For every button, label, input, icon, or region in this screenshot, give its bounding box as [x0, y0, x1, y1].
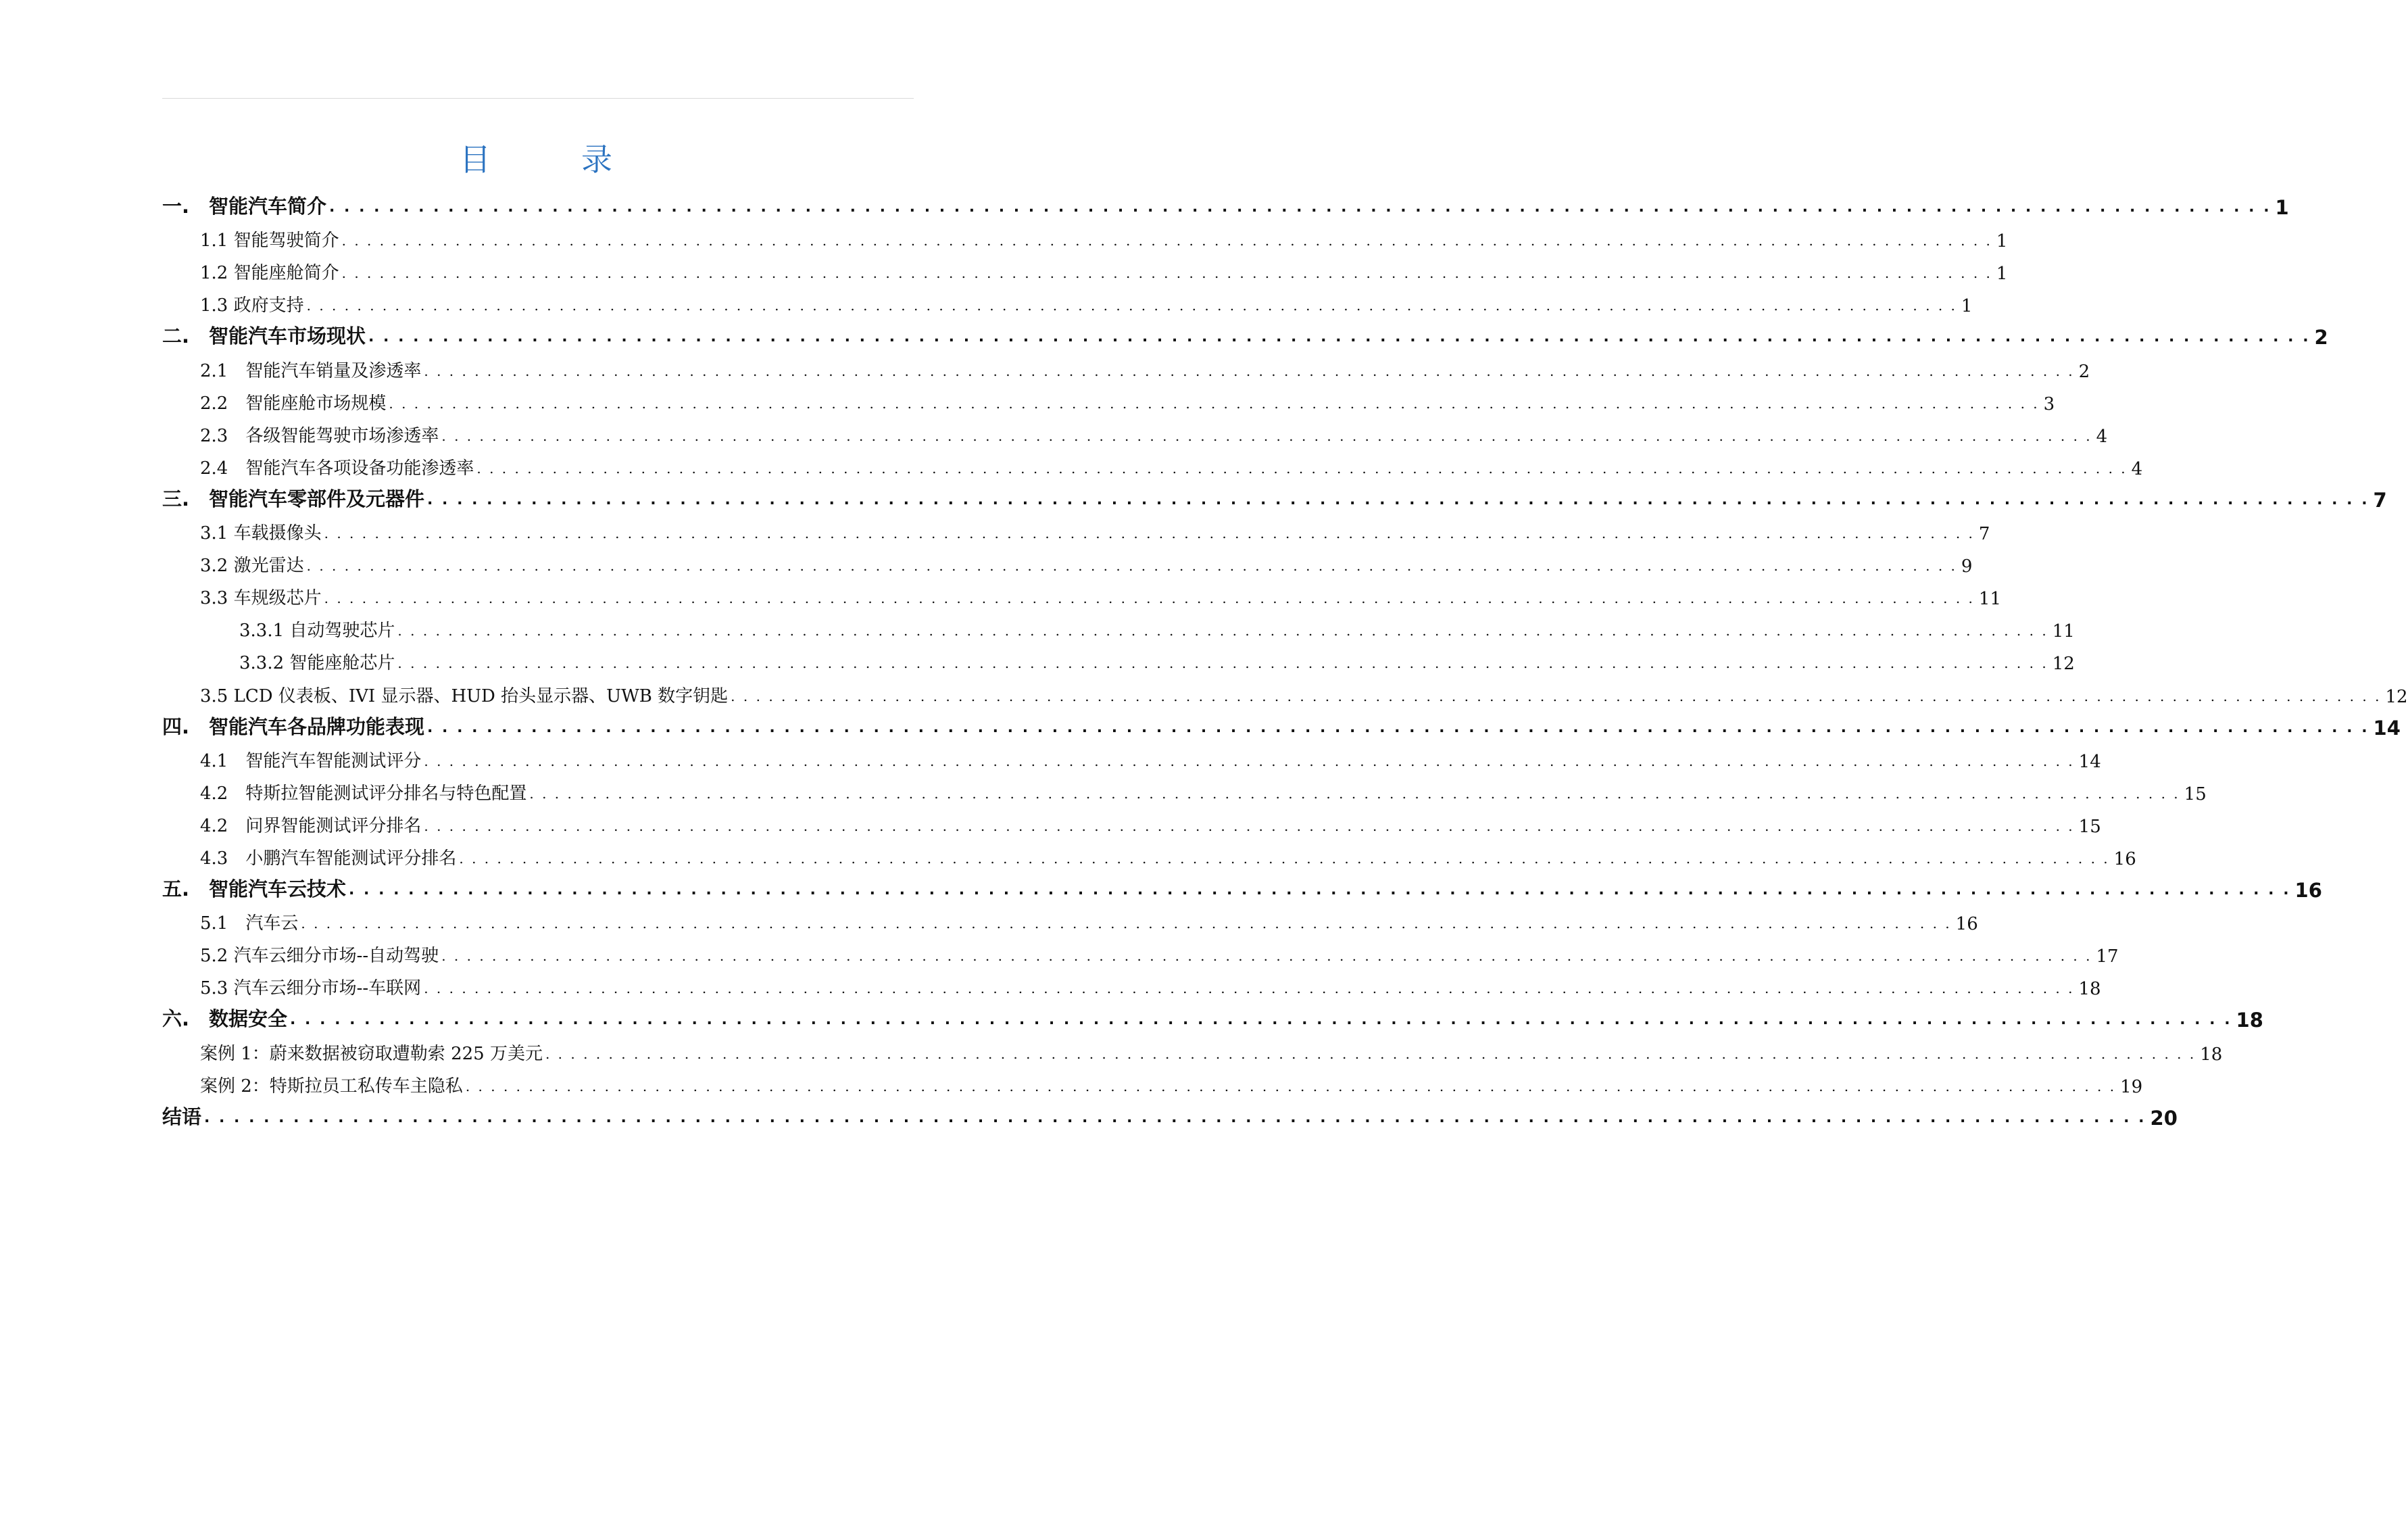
toc-entry[interactable] [162, 219, 2008, 252]
toc-entry[interactable] [162, 902, 1978, 935]
toc-entry[interactable] [162, 447, 2143, 479]
toc-entry-label: 2.1 智能汽车销量及渗透率 [200, 360, 422, 381]
toc-entry[interactable] [162, 284, 1973, 317]
toc-leader-dots: . . . . . . . . . . . . . . . . . . . . . . . . . . . . . . . . . . . . . . . . . . . . . . . . . . . . . . . . . . . . . . . . . . . . . . . . . . . . . . . . . . . . . . . . . . . . . . . . . . . . . . . . . . . . . . . . . . . . . . . . . . . . . . . . . . . [324, 525, 1975, 542]
toc-entry-page: 2 [2314, 326, 2328, 350]
toc-entry[interactable] [162, 837, 2136, 869]
toc-entry[interactable] [162, 609, 2075, 642]
toc-leader-dots: . . . . . . . . . . . . . . . . . . . . . . . . . . . . . . . . . . . . . . . . . . . . . . . . . . . . . . . . . . . . . . . . . . . . . . . . . . . . . . . . . . . . . . . . . . . . . . . . . . . . . . . . . . . . . . . . . . . . . . . . . . . . . . . . . . . [306, 558, 1957, 575]
toc-leader-dots: . . . . . . . . . . . . . . . . . . . . . . . . . . . . . . . . . . . . . . . . . . . . . . . . . . . . . . . . . . . . . . . . . . . . . . . . . . . . . . . . . . . . . . . . . . . . . . . . . . . . . . . . . . . . . . . . . . . . . . . . . . . . . . . . . . . [324, 590, 1975, 607]
toc-entry[interactable] [162, 414, 2108, 447]
toc-entry[interactable] [162, 1097, 2178, 1130]
toc-entry-label: 2.3 各级智能驾驶市场渗透率 [200, 425, 439, 446]
toc-entry-label: 3.1 车载摄像头 [200, 523, 322, 544]
toc-entry[interactable] [162, 1032, 2223, 1065]
toc-entry-label: 4.2 问界智能测试评分排名 [200, 815, 422, 836]
toc-entry-label: 一. 智能汽车简介 [162, 195, 327, 218]
toc-leader-dots: . . . . . . . . . . . . . . . . . . . . . . . . . . . . . . . . . . . . . . . . . . . . . . . . . . . . . . . . . . . . . . . . . . . . . . . . . . . . . . . . . . . . . . . . . . . . . . . . . . . . . . . . . . . . . . . . . . . . . . . . . . . . . . . . . . . [301, 915, 1952, 932]
toc-entry-page: 7 [1978, 524, 1990, 545]
toc-entry[interactable] [162, 869, 2322, 902]
toc-leader-dots: . . . . . . . . . . . . . . . . . . . . . . . . . . . . . . . . . . . . . . . . . . . . . . . . . . . . . . . . . . . . . . . . . . . . . . . . . . . . . . . . . . . . . . . . . . . . . . . . . . . . . . . . . . . . . . . . . . . . . . . . . . . . . . . . . . . [529, 785, 2180, 802]
toc-leader-dots: . . . . . . . . . . . . . . . . . . . . . . . . . . . . . . . . . . . . . . . . . . . . . . . . . . . . . . . . . . . . . . . . . . . . . . . . . . . . . . . . . . . . . . . . . . . . . . . . . . . . . . . . . . . . . . . . . . . . . . . . . . . . . . . . . . . [397, 623, 2048, 640]
toc-entry[interactable] [162, 999, 2263, 1032]
toc-leader-dots: . . . . . . . . . . . . . . . . . . . . . . . . . . . . . . . . . . . . . . . . . . . . . . . . . . . . . . . . . . . . . . . . . . . . . . . . . . . . . . . . . . . . . . . . . . . . . . . . . . . . . . . . . . . . . . . . . . . . . . . . . . . . . . . . . . . [427, 719, 2369, 736]
toc-entry-page: 9 [1961, 556, 1973, 577]
toc-entry-page: 3 [2043, 393, 2055, 414]
toc-leader-dots: . . . . . . . . . . . . . . . . . . . . . . . . . . . . . . . . . . . . . . . . . . . . . . . . . . . . . . . . . . . . . . . . . . . . . . . . . . . . . . . . . . . . . . . . . . . . . . . . . . . . . . . . . . . . . . . . . . . . . . . . . . . . . . . . . . . [389, 395, 2040, 412]
toc-entry-label: 4.2 特斯拉智能测试评分排名与特色配置 [200, 783, 527, 804]
toc-leader-dots: . . . . . . . . . . . . . . . . . . . . . . . . . . . . . . . . . . . . . . . . . . . . . . . . . . . . . . . . . . . . . . . . . . . . . . . . . . . . . . . . . . . . . . . . . . . . . . . . . . . . . . . . . . . . . . . . . . . . . . . . . . . . . . . . . . . [397, 655, 2048, 672]
toc-entry-label: 三. 智能汽车零部件及元器件 [162, 487, 425, 510]
toc-entry-page: 12 [2385, 686, 2408, 707]
toc-entry-page: 14 [2078, 751, 2101, 772]
toc-entry[interactable] [162, 1065, 2143, 1097]
toc-leader-dots: . . . . . . . . . . . . . . . . . . . . . . . . . . . . . . . . . . . . . . . . . . . . . . . . . . . . . . . . . . . . . . . . . . . . . . . . . . . . . . . . . . . . . . . . . . . . . . . . . . . . . . . . . . . . . . . . . . . . . . . . . . . . . . . . . . . [465, 1078, 2117, 1094]
toc-leader-dots: . . . . . . . . . . . . . . . . . . . . . . . . . . . . . . . . . . . . . . . . . . . . . . . . . . . . . . . . . . . . . . . . . . . . . . . . . . . . . . . . . . . . . . . . . . . . . . . . . . . . . . . . . . . . . . . . . . . . . . . . . . . . . . . . . . . [341, 233, 1992, 249]
toc-entry-label: 3.3.2 智能座舱芯片 [239, 653, 395, 674]
toc-entry-label: 四. 智能汽车各品牌功能表现 [162, 715, 425, 738]
toc-leader-dots: . . . . . . . . . . . . . . . . . . . . . . . . . . . . . . . . . . . . . . . . . . . . . . . . . . . . . . . . . . . . . . . . . . . . . . . . . . . . . . . . . . . . . . . . . . . . . . . . . . . . . . . . . . . . . . . . . . . . . . . . . . . . . . . . . . . [731, 688, 2382, 704]
table-of-contents [162, 187, 2408, 1130]
toc-leader-dots: . . . . . . . . . . . . . . . . . . . . . . . . . . . . . . . . . . . . . . . . . . . . . . . . . . . . . . . . . . . . . . . . . . . . . . . . . . . . . . . . . . . . . . . . . . . . . . . . . . . . . . . . . . . . . . . . . . . . . . . . . . . . . . . . . . . [306, 297, 1957, 314]
toc-entry-page: 15 [2184, 784, 2207, 804]
toc-entry-label: 二. 智能汽车市场现状 [162, 324, 366, 348]
toc-entry-page: 12 [2052, 654, 2075, 675]
toc-entry-label: 案例 1：蔚来数据被窃取遭勒索 225 万美元 [200, 1043, 543, 1064]
toc-entry-page: 7 [2373, 488, 2387, 512]
toc-entry-page: 16 [2113, 848, 2136, 869]
toc-leader-dots: . . . . . . . . . . . . . . . . . . . . . . . . . . . . . . . . . . . . . . . . . . . . . . . . . . . . . . . . . . . . . . . . . . . . . . . . . . . . . . . . . . . . . . . . . . . . . . . . . . . . . . . . . . . . . . . . . . . . . . . . . . . . . . . . . . . [424, 752, 2075, 769]
toc-entry-label: 5.3 汽车云细分市场--车联网 [200, 978, 422, 999]
toc-entry-page: 1 [1961, 296, 1973, 317]
toc-entry[interactable] [162, 934, 2119, 967]
toc-entry-label: 4.3 小鹏汽车智能测试评分排名 [200, 848, 457, 869]
toc-title: 目 录 [460, 141, 642, 178]
toc-entry-label: 2.2 智能座舱市场规模 [200, 393, 387, 414]
toc-entry-label: 5.1 汽车云 [200, 913, 299, 934]
toc-leader-dots: . . . . . . . . . . . . . . . . . . . . . . . . . . . . . . . . . . . . . . . . . . . . . . . . . . . . . . . . . . . . . . . . . . . . . . . . . . . . . . . . . . . . . . . . . . . . . . . . . . . . . . . . . . . . . . . . . . . . . . . . . . . . . . . . . . . [427, 491, 2369, 508]
toc-entry-page: 16 [1955, 914, 1978, 935]
toc-leader-dots: . . . . . . . . . . . . . . . . . . . . . . . . . . . . . . . . . . . . . . . . . . . . . . . . . . . . . . . . . . . . . . . . . . . . . . . . . . . . . . . . . . . . . . . . . . . . . . . . . . . . . . . . . . . . . . . . . . . . . . . . . . . . . . . . . . . [424, 362, 2075, 379]
toc-entry-label: 1.3 政府支持 [200, 295, 304, 316]
toc-entry-page: 11 [2052, 621, 2075, 642]
toc-entry-label: 5.2 汽车云细分市场--自动驾驶 [200, 946, 439, 967]
toc-leader-dots: . . . . . . . . . . . . . . . . . . . . . . . . . . . . . . . . . . . . . . . . . . . . . . . . . . . . . . . . . . . . . . . . . . . . . . . . . . . . . . . . . . . . . . . . . . . . . . . . . . . . . . . . . . . . . . . . . . . . . . . . . . . . . . . . . . . [329, 199, 2271, 216]
toc-entry-page: 1 [1996, 264, 2008, 285]
toc-entry-page: 18 [2078, 979, 2101, 1000]
toc-entry[interactable] [162, 772, 2207, 804]
toc-entry-page: 2 [2078, 361, 2090, 382]
toc-leader-dots: . . . . . . . . . . . . . . . . . . . . . . . . . . . . . . . . . . . . . . . . . . . . . . . . . . . . . . . . . . . . . . . . . . . . . . . . . . . . . . . . . . . . . . . . . . . . . . . . . . . . . . . . . . . . . . . . . . . . . . . . . . . . . . . . . . . [459, 850, 2110, 867]
toc-leader-dots: . . . . . . . . . . . . . . . . . . . . . . . . . . . . . . . . . . . . . . . . . . . . . . . . . . . . . . . . . . . . . . . . . . . . . . . . . . . . . . . . . . . . . . . . . . . . . . . . . . . . . . . . . . . . . . . . . . . . . . . . . . . . . . . . . . . [424, 980, 2075, 997]
toc-entry-page: 4 [2131, 458, 2143, 479]
toc-entry-page: 1 [1996, 231, 2008, 252]
toc-entry-page: 17 [2096, 946, 2119, 967]
toc-entry-page: 18 [2200, 1044, 2223, 1065]
toc-leader-dots: . . . . . . . . . . . . . . . . . . . . . . . . . . . . . . . . . . . . . . . . . . . . . . . . . . . . . . . . . . . . . . . . . . . . . . . . . . . . . . . . . . . . . . . . . . . . . . . . . . . . . . . . . . . . . . . . . . . . . . . . . . . . . . . . . . . [341, 265, 1992, 282]
toc-entry[interactable] [162, 804, 2101, 837]
toc-entry-label: 2.4 智能汽车各项设备功能渗透率 [200, 458, 474, 479]
toc-entry[interactable] [162, 251, 2008, 285]
header-rule [162, 98, 914, 99]
toc-entry-page: 4 [2096, 426, 2108, 447]
toc-entry-label: 4.1 智能汽车智能测试评分 [200, 750, 422, 771]
toc-entry-label: 1.1 智能驾驶简介 [200, 231, 339, 251]
toc-leader-dots: . . . . . . . . . . . . . . . . . . . . . . . . . . . . . . . . . . . . . . . . . . . . . . . . . . . . . . . . . . . . . . . . . . . . . . . . . . . . . . . . . . . . . . . . . . . . . . . . . . . . . . . . . . . . . . . . . . . . . . . . . . . . . . . . . . . [290, 1011, 2232, 1029]
toc-entry-page: 16 [2294, 879, 2322, 902]
toc-entry[interactable] [162, 512, 1990, 545]
toc-entry-label: 五. 智能汽车云技术 [162, 877, 347, 901]
toc-entry[interactable] [162, 479, 2387, 512]
toc-leader-dots: . . . . . . . . . . . . . . . . . . . . . . . . . . . . . . . . . . . . . . . . . . . . . . . . . . . . . . . . . . . . . . . . . . . . . . . . . . . . . . . . . . . . . . . . . . . . . . . . . . . . . . . . . . . . . . . . . . . . . . . . . . . . . . . . . . . [545, 1045, 2196, 1062]
toc-entry-page: 14 [2373, 716, 2401, 740]
toc-entry-page: 20 [2150, 1106, 2178, 1130]
toc-entry[interactable] [162, 967, 2101, 1000]
toc-entry[interactable] [162, 316, 2328, 350]
toc-entry[interactable] [162, 740, 2101, 772]
toc-entry[interactable] [162, 707, 2401, 740]
toc-entry-label: 结语 [162, 1105, 202, 1128]
toc-leader-dots: . . . . . . . . . . . . . . . . . . . . . . . . . . . . . . . . . . . . . . . . . . . . . . . . . . . . . . . . . . . . . . . . . . . . . . . . . . . . . . . . . . . . . . . . . . . . . . . . . . . . . . . . . . . . . . . . . . . . . . . . . . . . . . . . . . . [441, 427, 2092, 444]
toc-entry[interactable] [162, 544, 1973, 577]
toc-entry-label: 3.3.1 自动驾驶芯片 [239, 621, 395, 642]
toc-leader-dots: . . . . . . . . . . . . . . . . . . . . . . . . . . . . . . . . . . . . . . . . . . . . . . . . . . . . . . . . . . . . . . . . . . . . . . . . . . . . . . . . . . . . . . . . . . . . . . . . . . . . . . . . . . . . . . . . . . . . . . . . . . . . . . . . . . . [349, 882, 2291, 899]
toc-entry-page: 11 [1978, 589, 2002, 610]
toc-entry[interactable] [162, 187, 2289, 220]
toc-leader-dots: . . . . . . . . . . . . . . . . . . . . . . . . . . . . . . . . . . . . . . . . . . . . . . . . . . . . . . . . . . . . . . . . . . . . . . . . . . . . . . . . . . . . . . . . . . . . . . . . . . . . . . . . . . . . . . . . . . . . . . . . . . . . . . . . . . . [476, 460, 2128, 477]
toc-entry-label: 1.2 智能座舱简介 [200, 263, 339, 284]
toc-entry-page: 15 [2078, 816, 2101, 837]
toc-entry[interactable] [162, 382, 2055, 414]
toc-entry[interactable] [162, 642, 2075, 675]
toc-entry[interactable] [162, 349, 2090, 382]
toc-entry-label: 六. 数据安全 [162, 1007, 288, 1031]
toc-leader-dots: . . . . . . . . . . . . . . . . . . . . . . . . . . . . . . . . . . . . . . . . . . . . . . . . . . . . . . . . . . . . . . . . . . . . . . . . . . . . . . . . . . . . . . . . . . . . . . . . . . . . . . . . . . . . . . . . . . . . . . . . . . . . . . . . . . . [204, 1109, 2146, 1126]
toc-entry-page: 1 [2275, 196, 2289, 220]
toc-entry-label: 案例 2：特斯拉员工私传车主隐私 [200, 1076, 463, 1097]
toc-entry-label: 3.3 车规级芯片 [200, 588, 322, 609]
toc-entry-label: 3.5 LCD 仪表板、IVI 显示器、HUD 抬头显示器、UWB 数字钥匙 [200, 685, 729, 706]
toc-entry-page: 19 [2120, 1076, 2143, 1097]
toc-entry[interactable] [162, 674, 2408, 707]
toc-leader-dots: . . . . . . . . . . . . . . . . . . . . . . . . . . . . . . . . . . . . . . . . . . . . . . . . . . . . . . . . . . . . . . . . . . . . . . . . . . . . . . . . . . . . . . . . . . . . . . . . . . . . . . . . . . . . . . . . . . . . . . . . . . . . . . . . . . . [368, 329, 2311, 346]
toc-entry-page: 18 [2236, 1009, 2263, 1032]
toc-leader-dots: . . . . . . . . . . . . . . . . . . . . . . . . . . . . . . . . . . . . . . . . . . . . . . . . . . . . . . . . . . . . . . . . . . . . . . . . . . . . . . . . . . . . . . . . . . . . . . . . . . . . . . . . . . . . . . . . . . . . . . . . . . . . . . . . . . . [441, 948, 2092, 965]
toc-entry[interactable] [162, 577, 2002, 610]
toc-leader-dots: . . . . . . . . . . . . . . . . . . . . . . . . . . . . . . . . . . . . . . . . . . . . . . . . . . . . . . . . . . . . . . . . . . . . . . . . . . . . . . . . . . . . . . . . . . . . . . . . . . . . . . . . . . . . . . . . . . . . . . . . . . . . . . . . . . . [424, 817, 2075, 834]
toc-entry-label: 3.2 激光雷达 [200, 556, 304, 577]
